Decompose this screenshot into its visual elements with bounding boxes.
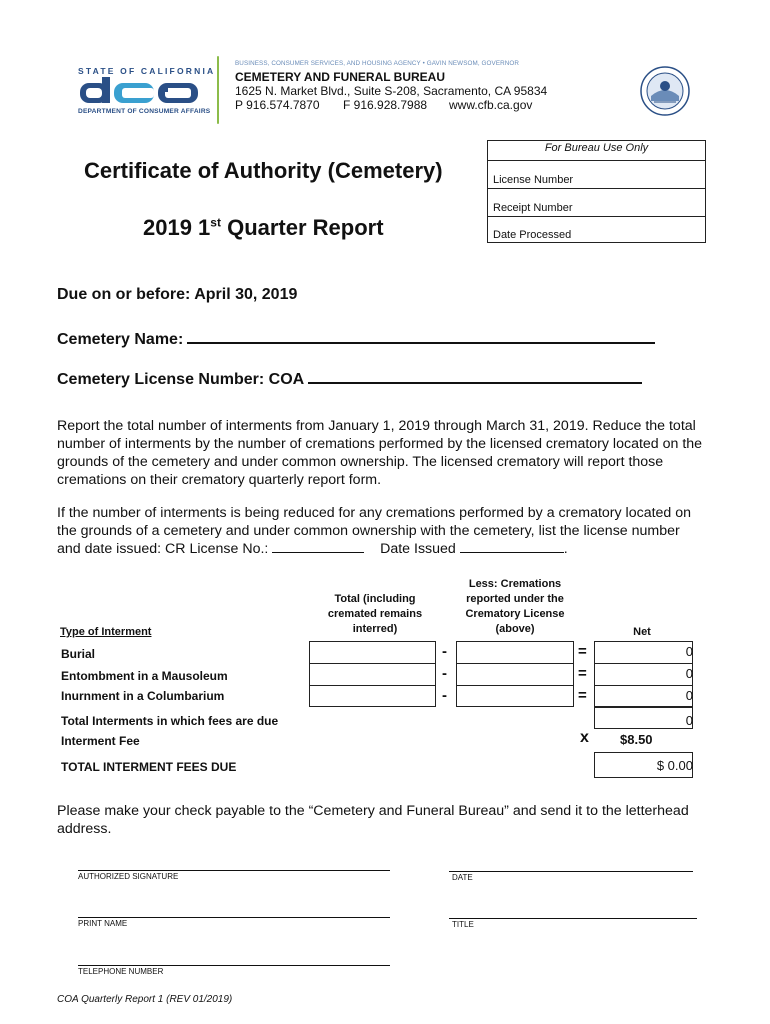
department-label: DEPARTMENT OF CONSUMER AFFAIRS: [78, 108, 211, 115]
minus-sign: -: [442, 687, 447, 704]
agency-line: BUSINESS, CONSUMER SERVICES, AND HOUSING AGENCY • GAVIN NEWSOM, GOVERNOR: [235, 60, 520, 67]
license-number-line: Cemetery License Number: COA: [57, 368, 642, 389]
license-number-field[interactable]: License Number: [487, 160, 706, 188]
page-title: Certificate of Authority (Cemetery): [84, 158, 443, 183]
cemetery-name-line: Cemetery Name:: [57, 328, 655, 349]
net-column-header: Net: [633, 626, 651, 638]
cr-license-input[interactable]: [272, 541, 364, 553]
inurnment-cremations-input[interactable]: [457, 686, 573, 706]
equals-sign: =: [578, 687, 587, 704]
total-fees-due-label: TOTAL INTERMENT FEES DUE: [61, 760, 237, 774]
bureau-use-title: For Bureau Use Only: [544, 142, 649, 154]
cemetery-name-input[interactable]: [187, 328, 655, 344]
multiply-sign: x: [580, 729, 589, 746]
date-line[interactable]: [449, 871, 693, 872]
date-processed-field[interactable]: Date Processed: [487, 216, 706, 243]
title-line[interactable]: [449, 918, 697, 919]
payment-instructions: Please make your check payable to the “Cemetery and Funeral Bureau” and send it to the letterhead address.: [57, 803, 689, 837]
total-interments-label: Total Interments in which fees are due: [61, 714, 279, 728]
inurnment-total-input[interactable]: [310, 686, 435, 706]
burial-label: Burial: [61, 647, 96, 661]
burial-total-input[interactable]: [310, 642, 435, 662]
burial-cremations-input[interactable]: [457, 642, 573, 662]
title-label: TITLE: [452, 920, 474, 929]
burial-net-value: 0: [685, 644, 693, 659]
dca-logo: [78, 76, 202, 106]
interment-fee-value: $8.50: [620, 732, 653, 747]
state-of-california-label: STATE OF CALIFORNIA: [78, 66, 216, 76]
contact-line: [235, 98, 532, 112]
due-date: Due on or before: April 30, 2019: [57, 286, 298, 303]
authorized-signature-label: AUTHORIZED SIGNATURE: [78, 872, 179, 881]
cremations-column-header: Less: Cremations reported under the Crematory License (above): [465, 578, 565, 635]
type-column-header: Type of Interment: [60, 626, 152, 638]
print-name-label: PRINT NAME: [78, 919, 128, 928]
receipt-number-field[interactable]: Receipt Number: [487, 188, 706, 216]
interment-fee-label: Interment Fee: [61, 734, 140, 748]
entombment-total-input[interactable]: [310, 664, 435, 684]
total-fees-due-value: $ 0.00: [656, 758, 693, 773]
entombment-label: Entombment in a Mausoleum: [61, 669, 228, 683]
letterhead-divider: [217, 56, 219, 124]
total-interments-value: 0: [685, 713, 693, 728]
instructions-paragraph: Report the total number of interments from January 1, 2019 through March 31, 2019. Reduce the total number of interments by the number of cremations performed by the licensed crematory located on the grounds of the cemetery and under common ownership. The licensed crematory will report those cremations on their crematory quarterly report form.: [57, 418, 703, 488]
equals-sign: =: [578, 665, 587, 682]
inurnment-label: Inurnment in a Columbarium: [61, 689, 225, 703]
telephone-line[interactable]: [78, 965, 390, 966]
bureau-address: 1625 N. Market Blvd., Suite S-208, Sacramento, CA 95834: [235, 84, 548, 98]
inurnment-net-value: 0: [685, 688, 693, 703]
reduction-paragraph: If the number of interments is being reduced for any cremations performed by a crematory located on the grounds of a cemetery and under common ownership with the cemetery, list the license number and date issued: CR License No.: Date Issued .: [57, 505, 692, 557]
phone-number: P 916.574.7870: [235, 98, 320, 112]
report-title: 2019 1st Quarter Report: [143, 215, 384, 240]
state-seal-icon: [640, 66, 690, 116]
print-name-line[interactable]: [78, 917, 390, 918]
entombment-net-value: 0: [685, 666, 693, 681]
date-issued-input[interactable]: [460, 541, 564, 553]
coa-license-input[interactable]: [308, 368, 642, 384]
website-link[interactable]: www.cfb.ca.gov: [449, 98, 533, 112]
fax-number: F 916.928.7988: [343, 98, 428, 112]
date-label: DATE: [452, 873, 473, 882]
form-footer: COA Quarterly Report 1 (REV 01/2019): [57, 994, 233, 1005]
minus-sign: -: [442, 665, 447, 682]
telephone-label: TELEPHONE NUMBER: [78, 967, 164, 976]
entombment-cremations-input[interactable]: [457, 664, 573, 684]
minus-sign: -: [442, 643, 447, 660]
bureau-name: CEMETERY AND FUNERAL BUREAU: [235, 70, 446, 84]
equals-sign: =: [578, 643, 587, 660]
authorized-signature-line[interactable]: [78, 870, 390, 871]
total-column-header: Total (including cremated remains interred): [327, 593, 423, 635]
